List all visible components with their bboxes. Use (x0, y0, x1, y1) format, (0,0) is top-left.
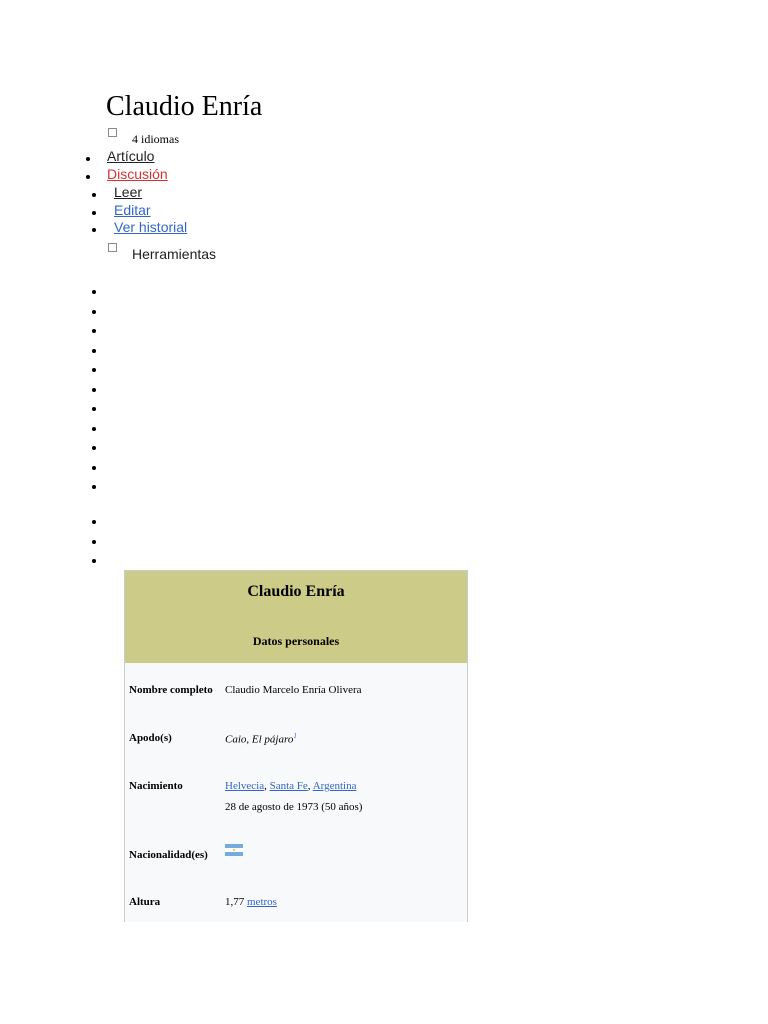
empty-list-item (92, 446, 96, 450)
empty-list-item (92, 329, 96, 333)
infobox-label-nationality: Nacionalidad(es) (129, 849, 208, 861)
empty-list-item (92, 520, 96, 524)
tab-edit[interactable]: Editar (114, 202, 151, 218)
empty-list-item (92, 427, 96, 431)
infobox-label-birth: Nacimiento (129, 780, 183, 792)
empty-list-item (92, 349, 96, 353)
separator: , (307, 780, 313, 792)
infobox-section-title: Datos personales (252, 634, 340, 648)
infobox-label-height: Altura (129, 896, 161, 908)
page-title: Claudio Enría (106, 91, 263, 122)
empty-list-item (92, 466, 96, 470)
empty-list-item (92, 407, 96, 411)
list-bullet (92, 228, 96, 232)
empty-list-item (92, 559, 96, 563)
empty-list-item (92, 540, 96, 544)
infobox (124, 570, 468, 922)
infobox-value-birthdate: 28 de agosto de 1973 (50 años) (225, 801, 363, 813)
languages-toggle-checkbox[interactable] (108, 128, 117, 137)
tab-history[interactable]: Ver historial (114, 219, 188, 235)
languages-button[interactable]: 4 idiomas (132, 132, 179, 146)
empty-list-item (92, 310, 96, 314)
infobox-value-height (225, 896, 277, 908)
infobox-value-birthplace (225, 780, 357, 792)
infobox-header (125, 571, 467, 663)
empty-list-item (92, 388, 96, 392)
separator: , (264, 780, 270, 792)
link-helvecia[interactable]: Helvecia (225, 780, 265, 792)
link-santa-fe[interactable]: Santa Fe (269, 780, 308, 792)
argentina-flag-icon[interactable] (225, 844, 243, 856)
list-bullet (92, 193, 96, 197)
empty-list-item (92, 485, 96, 489)
infobox-title: Claudio Enría (247, 583, 345, 600)
infobox-value-nickname (225, 732, 297, 746)
reference-link[interactable]: 1 (293, 732, 297, 740)
nickname-text: Caio, El pájaro (225, 733, 294, 746)
infobox-label-nickname: Apodo(s) (129, 732, 172, 744)
tab-read[interactable]: Leer (114, 184, 143, 200)
tab-discussion[interactable]: Discusión (107, 166, 168, 182)
tools-toggle-checkbox[interactable] (108, 243, 117, 252)
tab-article[interactable]: Artículo (107, 148, 155, 164)
link-argentina[interactable]: Argentina (312, 780, 357, 792)
infobox-label-full-name: Nombre completo (129, 684, 213, 696)
list-bullet (86, 157, 90, 161)
height-number: 1,77 (225, 896, 247, 908)
empty-list-item (92, 290, 96, 294)
empty-list-item (92, 368, 96, 372)
link-metros[interactable]: metros (247, 896, 277, 908)
tools-button[interactable]: Herramientas (132, 246, 217, 262)
list-bullet (86, 175, 90, 179)
infobox-value-full-name: Claudio Marcelo Enría Olivera (225, 684, 362, 696)
list-bullet (92, 211, 96, 215)
